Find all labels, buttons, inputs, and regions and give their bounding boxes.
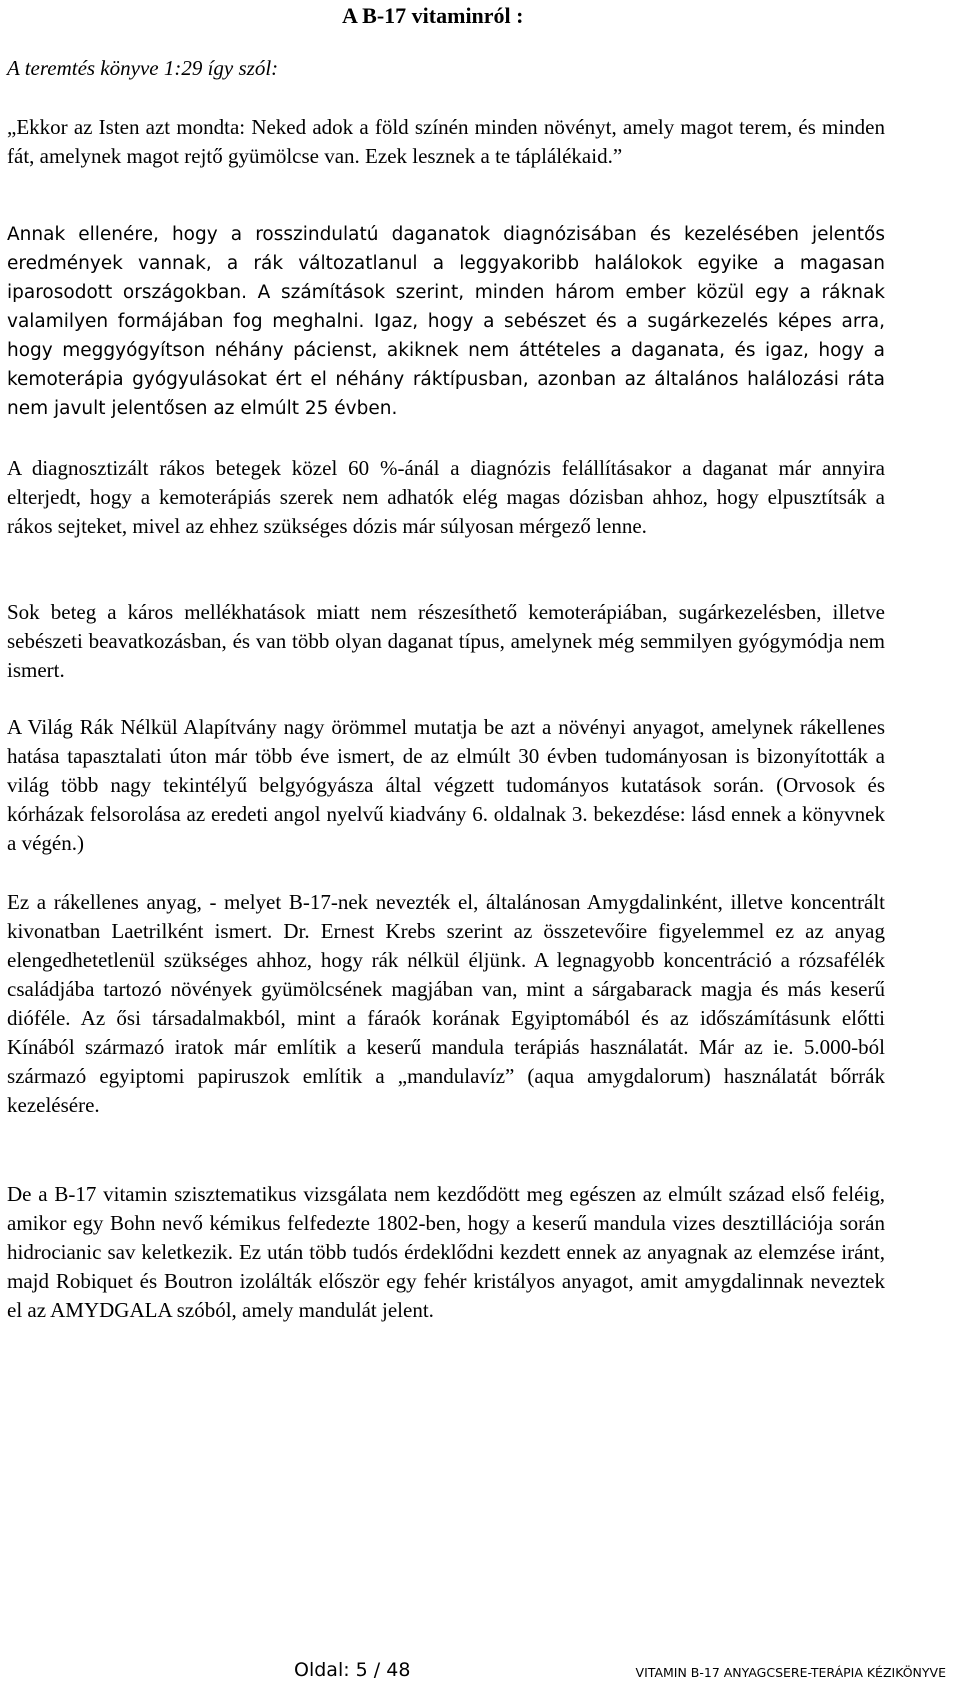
body-paragraph: Annak ellenére, hogy a rosszindulatú daganatok diagnózisában és kezelésében jelentős eredmények vannak, a rák változatlanul a leggyakoribb halálokok egyike a magasan iparosodott országokban. A számítások szerint, minden három ember közül egy a ráknak valamilyen formájában fog meghalni. Igaz, hogy a sebészet és a sugárkezelés képes arra, hogy meggyógyítson néhány pácienst, akiknek nem áttételes a daganata, és igaz, hogy a kemoterápia gyógyulásokat ért el néhány ráktípusban, azonban az általános halálozási ráta nem javult jelentősen az elmúlt 25 évben.: [7, 224, 885, 419]
quote-paragraph: „Ekkor az Isten azt mondta: Neked adok a föld színén minden növényt, amely magot terem, és minden fát, amelynek magot rejtő gyümölcse van. Ezek lesznek a te táplálékaid.”: [7, 115, 885, 168]
body-paragraph: De a B-17 vitamin szisztematikus vizsgálata nem kezdődött meg egészen az elmúlt század első feléig, amikor egy Bohn nevő kémikus felfedezte 1802-ben, hogy a keserű mandula vizes desztillációja során hidrocianic sav keletkezik. Ez után több tudós érdeklődni kezdett ennek az anyagnak az elemzése iránt, majd Robiquet és Boutron izolálták először egy fehér kristályos anyagot, amit amygdalinnak neveztek el az AMYDGALA szóból, amely mandulát jelent.: [7, 1182, 885, 1322]
quote-intro: A teremtés könyve 1:29 így szól:: [7, 56, 279, 80]
body-paragraph: A diagnosztizált rákos betegek közel 60 %-ánál a diagnózis felállításakor a daganat már annyira elterjedt, hogy a kemoterápiás szerek nem adhatók elég magas dózisban ahhoz, hogy elpusztítsák a rákos sejteket, mivel az ehhez szükséges dózis már súlyosan mérgező lenne.: [7, 456, 885, 538]
page-number: Oldal: 5 / 48: [294, 1659, 411, 1681]
body-paragraph: Ez a rákellenes anyag, - melyet B-17-nek nevezték el, általánosan Amygdalinként, illetve koncentrált kivonatban Laetrilként ismert. Dr. Ernest Krebs szerint az összetevőire figyelemmel ez az anyag elengedhetetlenül szükséges ahhoz, hogy rák nélkül éljünk. A legnagyobb koncentráció a rózsafélék családjába tartozó növények gyümölcsének magjában van, mint a sárgabarack magja és más keserű dióféle. Az ősi társadalmakból, mint a fáraók korának Egyiptomából és az időszámításunk előtti Kínából származó iratok már említik a keserű mandula terápiás használatát. Már az ie. 5.000-ból származó egyiptomi papiruszok említik a „mandulavíz” (aqua amygdalorum) használatát bőrrák kezelésére.: [7, 890, 885, 1117]
page-heading: A B-17 vitaminról :: [342, 3, 524, 28]
body-paragraph: A Világ Rák Nélkül Alapítvány nagy örömmel mutatja be azt a növényi anyagot, amelynek rákellenes hatása tapasztalati úton már több éve ismert, de az elmúlt 30 évben tudományosan is bizonyították a világ több nagy tekintélyű belgyógyásza által végzett tudományos kutatások során. (Orvosok és kórházak felsorolása az eredeti angol nyelvű kiadvány 6. oldalnak 3. bekezdése: lásd ennek a könyvnek a végén.): [7, 715, 885, 855]
running-title: VITAMIN B-17 ANYAGCSERE-TERÁPIA KÉZIKÖNYVE: [635, 1665, 946, 1680]
body-paragraph: Sok beteg a káros mellékhatások miatt nem részesíthető kemoterápiában, sugárkezelésben, illetve sebészeti beavatkozásban, és van több olyan daganat típus, amelynek még semmilyen gyógymódja nem ismert.: [7, 600, 885, 682]
